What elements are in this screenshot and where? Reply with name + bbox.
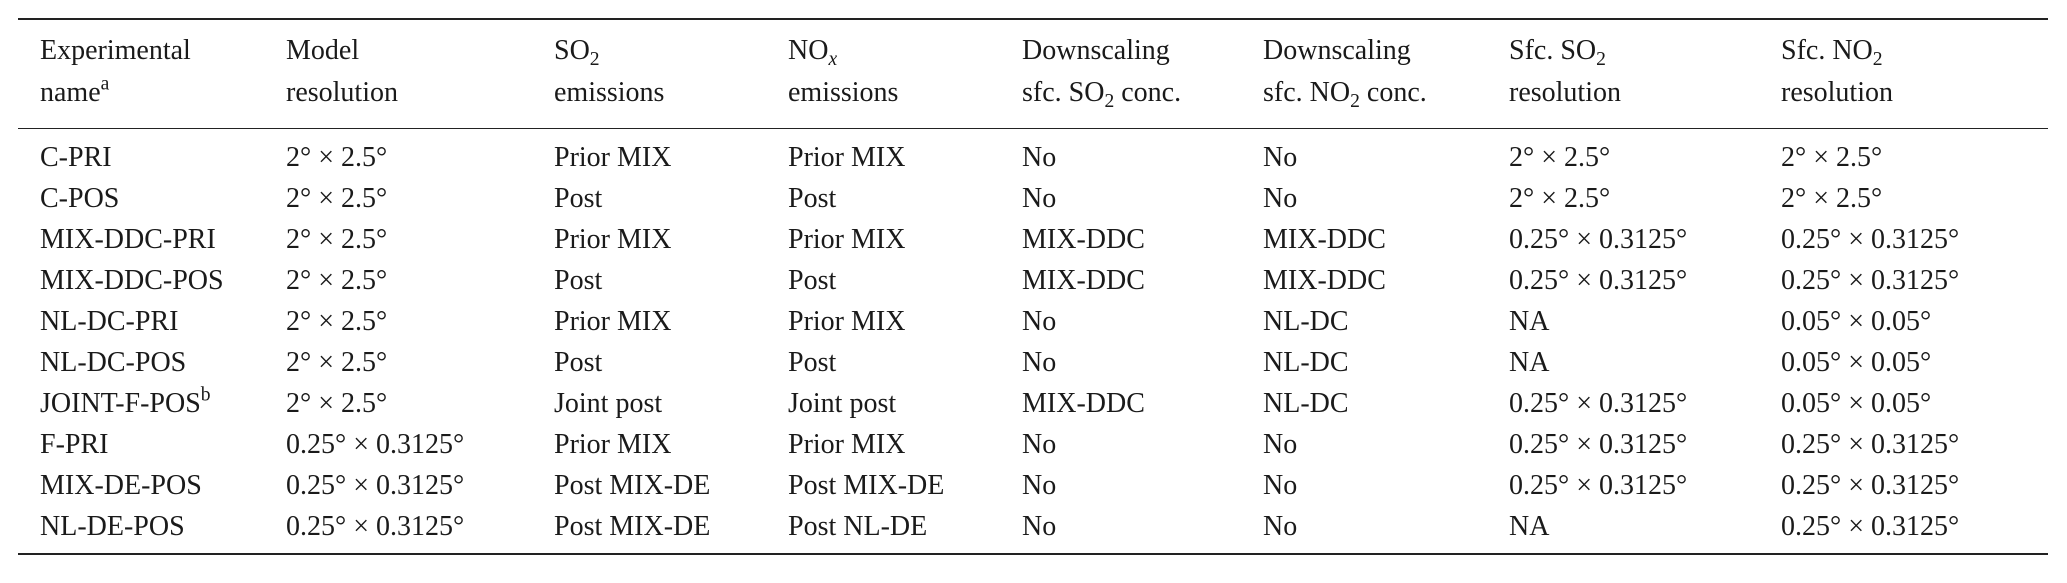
cell-sfc-so2-resolution: 0.25° × 0.3125° (1509, 388, 1688, 419)
cell-so2-emissions: Post (554, 183, 603, 214)
cell-downscaling-no2: NL-DC (1263, 388, 1349, 419)
cell-downscaling-so2: No (1022, 142, 1057, 173)
cell-model-resolution: 2° × 2.5° (286, 142, 388, 173)
cell-so2-emissions: Post (554, 347, 603, 378)
cell-downscaling-no2: No (1263, 511, 1298, 542)
cell-nox-emissions: Post (788, 347, 837, 378)
cell-model-resolution: 2° × 2.5° (286, 265, 388, 296)
cell-experiment-name: F-PRI (40, 429, 109, 460)
cell-downscaling-so2: No (1022, 306, 1057, 337)
cell-downscaling-no2: NL-DC (1263, 306, 1349, 337)
cell-so2-emissions: Post MIX-DE (554, 470, 711, 501)
cell-experiment-name: NL-DE-POS (40, 511, 185, 542)
cell-sfc-no2-resolution: 2° × 2.5° (1781, 183, 1883, 214)
table-row (18, 342, 2048, 383)
cell-downscaling-so2: MIX-DDC (1022, 224, 1145, 255)
cell-downscaling-no2: NL-DC (1263, 347, 1349, 378)
cell-downscaling-no2: MIX-DDC (1263, 224, 1386, 255)
table-bottom-rule (18, 553, 2048, 555)
cell-downscaling-no2: MIX-DDC (1263, 265, 1386, 296)
cell-experiment-name: NL-DC-POS (40, 347, 187, 378)
cell-downscaling-so2: MIX-DDC (1022, 265, 1145, 296)
cell-so2-emissions: Prior MIX (554, 429, 672, 460)
table-row (18, 178, 2048, 219)
cell-nox-emissions: Prior MIX (788, 429, 906, 460)
cell-downscaling-so2: No (1022, 511, 1057, 542)
cell-downscaling-so2: MIX-DDC (1022, 388, 1145, 419)
table-body (18, 129, 2048, 553)
header-model-resolution: Model resolution (286, 35, 398, 108)
header-downscaling-sfc-so2: Downscaling sfc. $SO_2$ conc. (1022, 35, 1182, 112)
cell-downscaling-no2: No (1263, 470, 1298, 501)
cell-sfc-no2-resolution: 0.25° × 0.3125° (1781, 429, 1960, 460)
cell-so2-emissions: Prior MIX (554, 142, 672, 173)
footnote-marker-b: b (200, 384, 211, 406)
cell-sfc-so2-resolution: 0.25° × 0.3125° (1509, 265, 1688, 296)
cell-experiment-name: MIX-DDC-PRI (40, 224, 216, 255)
cell-nox-emissions: Joint post (788, 388, 897, 419)
cell-model-resolution: 2° × 2.5° (286, 224, 388, 255)
header-row (18, 20, 2048, 128)
experiments-table-container (18, 18, 2048, 555)
table-row (18, 129, 2048, 178)
cell-experiment-name: C-PRI (40, 142, 112, 173)
cell-nox-emissions: Prior MIX (788, 142, 906, 173)
header-sfc-so2-resolution: Sfc. $SO_2$ resolution (1509, 35, 1621, 108)
cell-sfc-no2-resolution: 0.25° × 0.3125° (1781, 470, 1960, 501)
table-row (18, 260, 2048, 301)
cell-nox-emissions: Prior MIX (788, 224, 906, 255)
cell-sfc-so2-resolution: 2° × 2.5° (1509, 142, 1611, 173)
cell-sfc-so2-resolution: 0.25° × 0.3125° (1509, 429, 1688, 460)
cell-downscaling-no2: No (1263, 142, 1298, 173)
cell-sfc-no2-resolution: 2° × 2.5° (1781, 142, 1883, 173)
cell-downscaling-so2: No (1022, 347, 1057, 378)
cell-sfc-no2-resolution: 0.05° × 0.05° (1781, 347, 1932, 378)
cell-model-resolution: 2° × 2.5° (286, 347, 388, 378)
header-experimental-name: Experimental name$^a$ (40, 35, 191, 108)
cell-sfc-so2-resolution: 2° × 2.5° (1509, 183, 1611, 214)
cell-so2-emissions: Joint post (554, 388, 663, 419)
cell-model-resolution: 0.25° × 0.3125° (286, 511, 465, 542)
cell-so2-emissions: Prior MIX (554, 306, 672, 337)
cell-model-resolution: 2° × 2.5° (286, 306, 388, 337)
cell-model-resolution: 2° × 2.5° (286, 183, 388, 214)
cell-sfc-no2-resolution: 0.05° × 0.05° (1781, 388, 1932, 419)
cell-sfc-no2-resolution: 0.05° × 0.05° (1781, 306, 1932, 337)
cell-nox-emissions: Prior MIX (788, 306, 906, 337)
table-header (18, 20, 2048, 129)
cell-sfc-so2-resolution: 0.25° × 0.3125° (1509, 470, 1688, 501)
table-row (18, 219, 2048, 260)
cell-sfc-so2-resolution: NA (1509, 306, 1550, 337)
cell-experiment-name: C-POS (40, 183, 120, 214)
cell-so2-emissions: Post (554, 265, 603, 296)
cell-downscaling-no2: No (1263, 183, 1298, 214)
cell-sfc-no2-resolution: 0.25° × 0.3125° (1781, 224, 1960, 255)
cell-downscaling-no2: No (1263, 429, 1298, 460)
table-row (18, 465, 2048, 506)
cell-experiment-name: NL-DC-PRI (40, 306, 179, 337)
cell-nox-emissions: Post (788, 183, 837, 214)
cell-sfc-so2-resolution: NA (1509, 511, 1550, 542)
cell-sfc-no2-resolution: 0.25° × 0.3125° (1781, 511, 1960, 542)
cell-nox-emissions: Post MIX-DE (788, 470, 945, 501)
cell-experiment-name: MIX-DE-POS (40, 470, 202, 501)
experiments-table (18, 20, 2048, 553)
cell-nox-emissions: Post NL-DE (788, 511, 928, 542)
cell-so2-emissions: Post MIX-DE (554, 511, 711, 542)
cell-experiment-name: MIX-DDC-POS (40, 265, 224, 296)
cell-model-resolution: 0.25° × 0.3125° (286, 429, 465, 460)
cell-sfc-no2-resolution: 0.25° × 0.3125° (1781, 265, 1960, 296)
header-nox-emissions: $NO_x$ emissions (788, 35, 899, 108)
cell-downscaling-so2: No (1022, 429, 1057, 460)
cell-nox-emissions: Post (788, 265, 837, 296)
cell-model-resolution: 0.25° × 0.3125° (286, 470, 465, 501)
cell-downscaling-so2: No (1022, 183, 1057, 214)
header-so2-emissions: $SO_2$ emissions (554, 35, 665, 108)
table-row (18, 383, 2048, 424)
table-row (18, 424, 2048, 465)
footnote-marker-a: a (100, 73, 110, 95)
cell-sfc-so2-resolution: 0.25° × 0.3125° (1509, 224, 1688, 255)
cell-so2-emissions: Prior MIX (554, 224, 672, 255)
cell-experiment-name: JOINT-F-POS$^b$ (40, 384, 211, 419)
cell-downscaling-so2: No (1022, 470, 1057, 501)
table-row (18, 506, 2048, 553)
cell-sfc-so2-resolution: NA (1509, 347, 1550, 378)
cell-model-resolution: 2° × 2.5° (286, 388, 388, 419)
header-downscaling-sfc-no2: Downscaling sfc. $NO_2$ conc. (1263, 35, 1427, 112)
header-sfc-no2-resolution: Sfc. $NO_2$ resolution (1781, 35, 1893, 108)
table-row (18, 301, 2048, 342)
